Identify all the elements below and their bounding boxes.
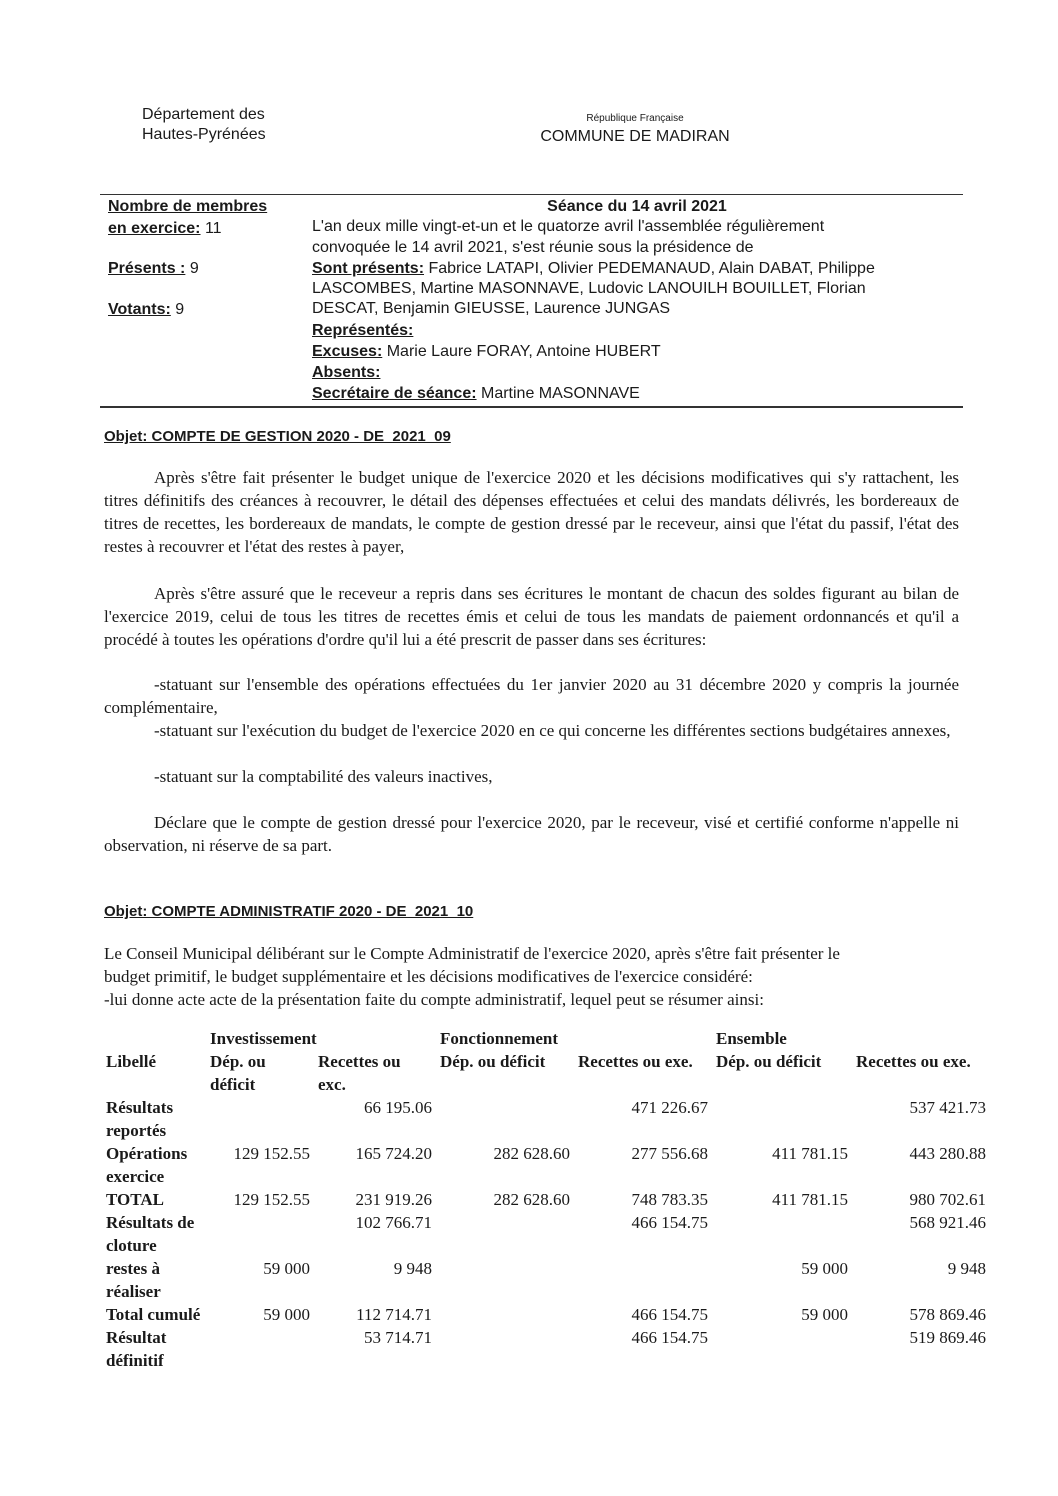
ca-intro-line1: Le Conseil Municipal délibérant sur le Compte Administratif de l'exercice 2020, après s'être fait présenter le <box>104 944 840 963</box>
cell <box>436 1326 574 1372</box>
group-header-fonctionnement: Fonctionnement <box>440 1029 559 1048</box>
presents-list-2: LASCOMBES, Martine MASONNAVE, Ludovic LANOUILH BOUILLET, Florian <box>312 280 866 297</box>
cell: 466 154.75 <box>631 1305 708 1324</box>
cell: 129 152.55 <box>233 1144 310 1163</box>
col-header-inv-rec: Recettes ou exc. <box>318 1052 401 1094</box>
gestion-paragraph-1: Après s'être fait présenter le budget unique de l'exercice 2020 et les décisions modificatives qui s'y rattachent, les titres définitifs des créances à recouvrer, le détail des dépenses effectuées et celui des mandats délivrés, les bordereaux de titres de recettes, les bordereaux de mandats, le compte de gestion dressé par le receveur, ainsi que l'état du passif, l'état des restes à recouvrer et l'état des restes à payer, <box>104 468 959 556</box>
seance-line1: L'an deux mille vingt-et-un et le quatorze avril l'assemblée régulièrement <box>312 218 825 235</box>
ca-intro-line3: -lui donne acte acte de la présentation faite du compte administratif, lequel peut se résumer ainsi: <box>104 990 764 1009</box>
cell: 102 766.71 <box>355 1213 432 1232</box>
cell: 53 714.71 <box>364 1328 432 1347</box>
cell <box>712 1326 852 1372</box>
cell <box>206 1326 314 1372</box>
cell: 578 869.46 <box>909 1305 986 1324</box>
table-row <box>102 1326 990 1372</box>
row-label: Résultats de cloture <box>106 1213 195 1255</box>
presents-row <box>108 260 199 278</box>
ca-intro-line2: budget primitif, le budget supplémentaire et les décisions modificatives de l'exercice considéré: <box>104 967 753 986</box>
col-header-fonc-rec: Recettes ou exe. <box>578 1052 693 1071</box>
gestion-item-1: -statuant sur l'ensemble des opérations effectuées du 1er janvier 2020 au 31 décembre 2020 y compris la journée complémentaire, <box>104 675 959 717</box>
cell: 59 000 <box>801 1305 848 1324</box>
table-row <box>102 1257 990 1303</box>
row-label: restes à réaliser <box>106 1259 161 1301</box>
sont-presents-label: Sont présents: <box>312 260 425 277</box>
commune-header <box>480 112 790 148</box>
cell <box>436 1096 574 1142</box>
gestion-paragraph-3: Déclare que le compte de gestion dressé pour l'exercice 2020, par le receveur, visé et certifié conforme n'appelle ni observation, ni réserve de sa part. <box>104 813 959 855</box>
votants-row <box>108 301 184 319</box>
cell <box>712 1096 852 1142</box>
col-header-inv-dep: Dép. ou déficit <box>210 1052 266 1094</box>
col-header-ens-rec: Recettes ou exe. <box>856 1052 971 1071</box>
table-row <box>102 1211 990 1257</box>
seance-title: Séance du 14 avril 2021 <box>547 198 727 215</box>
table-row <box>102 1096 990 1142</box>
column-header-row <box>102 1050 990 1096</box>
exercice-label: en exercice: <box>108 220 201 237</box>
cell: 112 714.71 <box>356 1305 432 1324</box>
representes-label: Représentés: <box>312 322 414 339</box>
commune-name: COMMUNE DE MADIRAN <box>540 128 730 145</box>
cell: 165 724.20 <box>355 1144 432 1163</box>
group-header-ensemble: Ensemble <box>716 1029 787 1048</box>
cell <box>436 1257 574 1303</box>
col-header-ens-dep: Dép. ou déficit <box>716 1052 822 1071</box>
row-label: Total cumulé <box>106 1305 201 1324</box>
excuses-value: Marie Laure FORAY, Antoine HUBERT <box>386 343 661 360</box>
secretaire-value: Martine MASONNAVE <box>481 385 640 402</box>
cell: 466 154.75 <box>631 1328 708 1347</box>
cell <box>206 1096 314 1142</box>
presents-list-row <box>312 260 875 278</box>
absents-label: Absents: <box>312 364 381 381</box>
secretaire-row <box>312 385 640 403</box>
cell: 59 000 <box>263 1305 310 1324</box>
cell: 411 781.15 <box>772 1190 848 1209</box>
objet-compte-administratif-title: Objet: COMPTE ADMINISTRATIF 2020 - DE_2021_10 <box>104 903 474 920</box>
members-title: Nombre de membres <box>108 198 268 215</box>
top-rule <box>100 194 963 195</box>
republic-label: République Française <box>586 113 684 124</box>
votants-value: 9 <box>175 301 185 318</box>
presents-value: 9 <box>189 260 199 277</box>
exercice-value: 11 <box>204 220 222 237</box>
cell: 519 869.46 <box>909 1328 986 1347</box>
cell: 471 226.67 <box>631 1098 708 1117</box>
department-header <box>142 105 266 145</box>
cell <box>436 1303 574 1326</box>
department-line2: Hautes-Pyrénées <box>142 126 266 143</box>
votants-label: Votants: <box>108 301 171 318</box>
col-header-fonc-dep: Dép. ou déficit <box>440 1052 546 1071</box>
cell: 411 781.15 <box>772 1144 848 1163</box>
compte-administratif-table <box>102 1027 990 1372</box>
group-header-investissement: Investissement <box>210 1029 317 1048</box>
cell: 466 154.75 <box>631 1213 708 1232</box>
cell: 282 628.60 <box>493 1144 570 1163</box>
row-label: Opérations exercice <box>106 1144 188 1186</box>
cell: 59 000 <box>263 1259 310 1278</box>
cell: 129 152.55 <box>233 1190 310 1209</box>
table-row <box>102 1142 990 1188</box>
objet-compte-gestion-title: Objet: COMPTE DE GESTION 2020 - DE_2021_09 <box>104 428 451 445</box>
cell: 277 556.68 <box>631 1144 708 1163</box>
row-label: TOTAL <box>106 1190 164 1209</box>
excuses-row <box>312 343 661 361</box>
gestion-item-3: -statuant sur la comptabilité des valeurs inactives, <box>154 767 493 786</box>
cell <box>574 1257 712 1303</box>
cell: 9 948 <box>393 1259 432 1278</box>
excuses-label: Excuses: <box>312 343 383 360</box>
cell: 748 783.35 <box>631 1190 708 1209</box>
col-header-libelle: Libellé <box>106 1052 157 1071</box>
presents-label: Présents : <box>108 260 186 277</box>
cell: 59 000 <box>801 1259 848 1278</box>
seance-line2: convoquée le 14 avril 2021, s'est réunie sous la présidence de <box>312 239 754 256</box>
cell <box>206 1211 314 1257</box>
cell: 9 948 <box>947 1259 986 1278</box>
cell <box>436 1211 574 1257</box>
exercice-row <box>108 220 222 238</box>
cell: 568 921.46 <box>909 1213 986 1232</box>
cell: 66 195.06 <box>364 1098 432 1117</box>
table-row <box>102 1188 990 1211</box>
table-row <box>102 1303 990 1326</box>
gestion-paragraph-2: Après s'être assuré que le receveur a repris dans ses écritures le montant de chacun des soldes figurant au bilan de l'exercice 2019, celui de tous les titres de recettes émis et celui de tous les mandats de paiement ordonnancés et qu'il a procédé à toutes les opérations d'ordre qu'il lui a été prescrit de passer dans ses écritures: <box>104 584 959 649</box>
bottom-rule <box>100 406 963 408</box>
cell <box>712 1211 852 1257</box>
cell: 980 702.61 <box>909 1190 986 1209</box>
row-label: Résultats reportés <box>106 1098 174 1140</box>
presents-list-3: DESCAT, Benjamin GIEUSSE, Laurence JUNGAS <box>312 300 671 317</box>
group-header-row <box>102 1027 990 1050</box>
row-label: Résultat définitif <box>106 1328 167 1370</box>
secretaire-label: Secrétaire de séance: <box>312 385 477 402</box>
gestion-item-2: -statuant sur l'exécution du budget de l'exercice 2020 en ce qui concerne les différentes sections budgétaires annexes, <box>154 721 951 740</box>
cell: 231 919.26 <box>355 1190 432 1209</box>
cell: 282 628.60 <box>493 1190 570 1209</box>
department-line1: Département des <box>142 106 265 123</box>
presents-list-1: Fabrice LATAPI, Olivier PEDEMANAUD, Alain DABAT, Philippe <box>428 260 875 277</box>
cell: 537 421.73 <box>909 1098 986 1117</box>
cell: 443 280.88 <box>909 1144 986 1163</box>
